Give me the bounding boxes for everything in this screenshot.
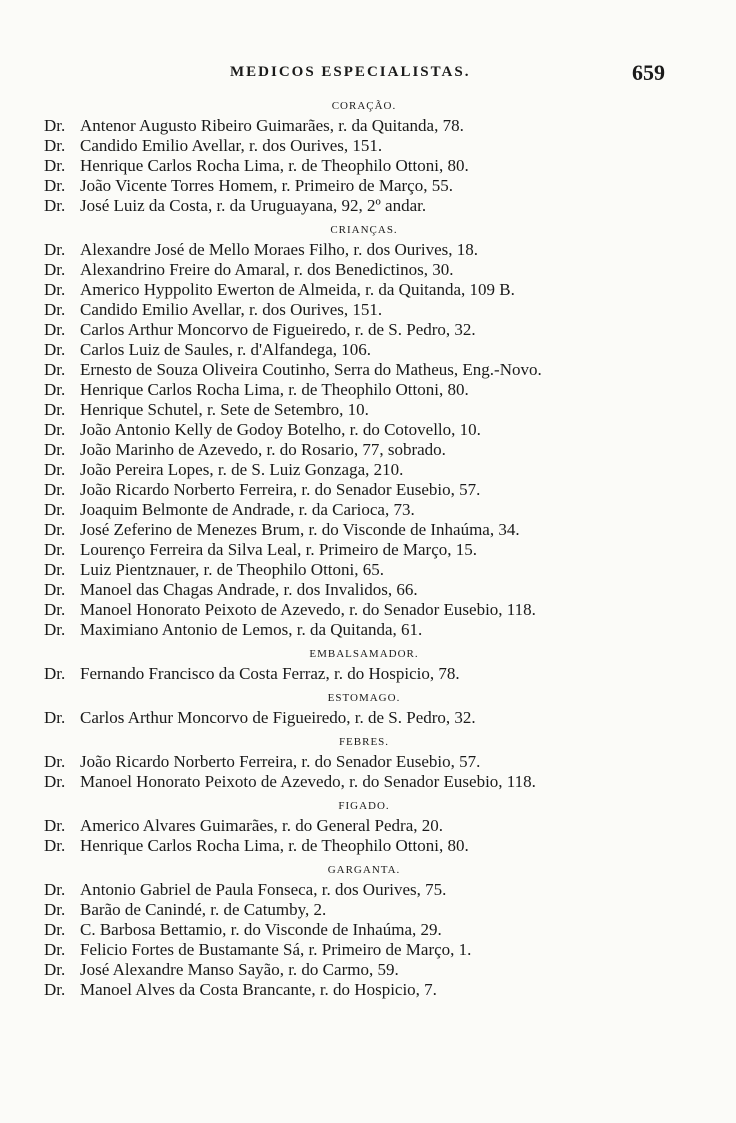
entry-text: João Marinho de Azevedo, r. do Rosario, 77, sobrado.: [80, 440, 446, 459]
entry-text: Carlos Luiz de Saules, r. d'Alfandega, 106.: [80, 340, 372, 359]
entry-title: Dr.: [44, 440, 66, 459]
entry-title: Dr.: [44, 708, 66, 727]
entry-text: José Zeferino de Menezes Brum, r. do Visconde de Inhaúma, 34.: [80, 520, 520, 539]
directory-entry: [44, 960, 684, 980]
directory-entry: [44, 280, 684, 300]
entry-text: Americo Hyppolito Ewerton de Almeida, r. da Quitanda, 109 B.: [80, 280, 515, 299]
directory-entry: [44, 260, 684, 280]
directory-entry: [44, 600, 684, 620]
directory-entry: [44, 440, 684, 460]
running-head: [0, 58, 736, 92]
entry-text: Manoel das Chagas Andrade, r. dos Invalidos, 66.: [80, 580, 418, 599]
entry-title: Dr.: [44, 500, 66, 519]
entry-title: Dr.: [44, 480, 66, 499]
directory-entry: [44, 980, 684, 1000]
entry-title: Dr.: [44, 560, 66, 579]
directory-entry: [44, 300, 684, 320]
entry-title: Dr.: [44, 176, 66, 195]
entry-title: Dr.: [44, 620, 66, 639]
directory-entry: [44, 540, 684, 560]
directory-entry: [44, 240, 684, 260]
entry-text: Manoel Alves da Costa Brancante, r. do Hospicio, 7.: [80, 980, 437, 999]
entry-text: C. Barbosa Bettamio, r. do Visconde de Inhaúma, 29.: [80, 920, 442, 939]
entry-title: Dr.: [44, 400, 66, 419]
entry-title: Dr.: [44, 980, 66, 999]
entry-text: Antenor Augusto Ribeiro Guimarães, r. da Quitanda, 78.: [80, 116, 464, 135]
directory-entry: [44, 136, 684, 156]
directory-entry: [44, 116, 684, 136]
directory-entry: [44, 580, 684, 600]
entry-title: Dr.: [44, 340, 66, 359]
entry-title: Dr.: [44, 520, 66, 539]
entry-text: Antonio Gabriel de Paula Fonseca, r. dos Ourives, 75.: [80, 880, 447, 899]
entry-title: Dr.: [44, 280, 66, 299]
entry-title: Dr.: [44, 880, 66, 899]
entry-text: Joaquim Belmonte de Andrade, r. da Carioca, 73.: [80, 500, 415, 519]
directory-entry: [44, 620, 684, 640]
section-heading: FEBRES.: [338, 736, 390, 748]
entry-text: Fernando Francisco da Costa Ferraz, r. do Hospicio, 78.: [80, 664, 460, 683]
entry-text: Barão de Canindé, r. de Catumby, 2.: [80, 900, 327, 919]
entry-text: Carlos Arthur Moncorvo de Figueiredo, r. de S. Pedro, 32.: [80, 708, 476, 727]
directory-entry: [44, 900, 684, 920]
entry-text: João Ricardo Norberto Ferreira, r. do Senador Eusebio, 57.: [80, 480, 481, 499]
section-heading: ESTOMAGO.: [327, 692, 401, 704]
entry-title: Dr.: [44, 920, 66, 939]
header-title: MEDICOS ESPECIALISTAS.: [230, 64, 471, 80]
entry-text: João Pereira Lopes, r. de S. Luiz Gonzaga, 210.: [80, 460, 404, 479]
entry-text: Manoel Honorato Peixoto de Azevedo, r. do Senador Eusebio, 118.: [80, 600, 536, 619]
directory-entry: [44, 836, 684, 856]
directory-entry: [44, 920, 684, 940]
entry-text: Candido Emilio Avellar, r. dos Ourives, 151.: [80, 136, 383, 155]
directory-entry: [44, 320, 684, 340]
entry-text: Alexandrino Freire do Amaral, r. dos Benedictinos, 30.: [80, 260, 454, 279]
entry-title: Dr.: [44, 752, 66, 771]
directory-entry: [44, 816, 684, 836]
entry-title: Dr.: [44, 260, 66, 279]
page-number: 659: [632, 60, 665, 85]
section-heading: EMBALSAMADOR.: [309, 648, 419, 660]
entry-title: Dr.: [44, 196, 66, 215]
section-heading: CRIANÇAS.: [330, 224, 398, 236]
entry-title: Dr.: [44, 940, 66, 959]
directory-entry: [44, 520, 684, 540]
entry-text: José Alexandre Manso Sayão, r. do Carmo, 59.: [80, 960, 399, 979]
directory-entry: [44, 664, 684, 684]
entry-text: Maximiano Antonio de Lemos, r. da Quitanda, 61.: [80, 620, 423, 639]
directory-entry: [44, 772, 684, 792]
entry-title: Dr.: [44, 460, 66, 479]
entry-text: José Luiz da Costa, r. da Uruguayana, 92, 2º andar.: [80, 196, 427, 215]
section-heading: CORAÇÃO.: [331, 100, 397, 112]
entry-title: Dr.: [44, 540, 66, 559]
entry-text: Henrique Carlos Rocha Lima, r. de Theophilo Ottoni, 80.: [80, 380, 469, 399]
entry-title: Dr.: [44, 420, 66, 439]
entry-title: Dr.: [44, 960, 66, 979]
entry-title: Dr.: [44, 836, 66, 855]
entry-title: Dr.: [44, 300, 66, 319]
entry-title: Dr.: [44, 116, 66, 135]
entry-text: Henrique Schutel, r. Sete de Setembro, 10.: [80, 400, 369, 419]
directory-entry: [44, 196, 684, 216]
entry-title: Dr.: [44, 360, 66, 379]
entry-title: Dr.: [44, 580, 66, 599]
entry-text: João Ricardo Norberto Ferreira, r. do Senador Eusebio, 57.: [80, 752, 481, 771]
entry-text: Carlos Arthur Moncorvo de Figueiredo, r. de S. Pedro, 32.: [80, 320, 476, 339]
entry-title: Dr.: [44, 772, 66, 791]
entry-text: Manoel Honorato Peixoto de Azevedo, r. do Senador Eusebio, 118.: [80, 772, 536, 791]
directory-entry: [44, 156, 684, 176]
section-heading: FIGADO.: [338, 800, 390, 812]
entry-text: Candido Emilio Avellar, r. dos Ourives, 151.: [80, 300, 383, 319]
directory-entry: [44, 480, 684, 500]
entry-text: Henrique Carlos Rocha Lima, r. de Theophilo Ottoni, 80.: [80, 156, 469, 175]
entry-title: Dr.: [44, 136, 66, 155]
entry-title: Dr.: [44, 320, 66, 339]
directory-entry: [44, 560, 684, 580]
directory-entry: [44, 176, 684, 196]
entry-text: Luiz Pientznauer, r. de Theophilo Ottoni, 65.: [80, 560, 384, 579]
directory-entry: [44, 708, 684, 728]
entry-text: Ernesto de Souza Oliveira Coutinho, Serra do Matheus, Eng.-Novo.: [80, 360, 542, 379]
directory-entry: [44, 340, 684, 360]
entry-text: Alexandre José de Mello Moraes Filho, r. dos Ourives, 18.: [80, 240, 479, 259]
entry-text: Americo Alvares Guimarães, r. do General Pedra, 20.: [80, 816, 444, 835]
directory-entry: [44, 752, 684, 772]
entry-title: Dr.: [44, 380, 66, 399]
directory-entry: [44, 880, 684, 900]
directory-entry: [44, 500, 684, 520]
entry-text: João Antonio Kelly de Godoy Botelho, r. do Cotovello, 10.: [80, 420, 481, 439]
directory-entry: [44, 380, 684, 400]
entry-text: Lourenço Ferreira da Silva Leal, r. Primeiro de Março, 15.: [80, 540, 478, 559]
directory-entry: [44, 940, 684, 960]
entry-title: Dr.: [44, 816, 66, 835]
entry-title: Dr.: [44, 600, 66, 619]
entry-title: Dr.: [44, 664, 66, 683]
entry-title: Dr.: [44, 240, 66, 259]
entry-title: Dr.: [44, 900, 66, 919]
entry-text: Felicio Fortes de Bustamante Sá, r. Primeiro de Março, 1.: [80, 940, 472, 959]
directory-entry: [44, 360, 684, 380]
section-heading: GARGANTA.: [327, 864, 401, 876]
directory-entry: [44, 420, 684, 440]
entry-text: Henrique Carlos Rocha Lima, r. de Theophilo Ottoni, 80.: [80, 836, 469, 855]
directory-content: [44, 92, 684, 1000]
entry-title: Dr.: [44, 156, 66, 175]
directory-entry: [44, 400, 684, 420]
entry-text: João Vicente Torres Homem, r. Primeiro de Março, 55.: [80, 176, 453, 195]
directory-entry: [44, 460, 684, 480]
